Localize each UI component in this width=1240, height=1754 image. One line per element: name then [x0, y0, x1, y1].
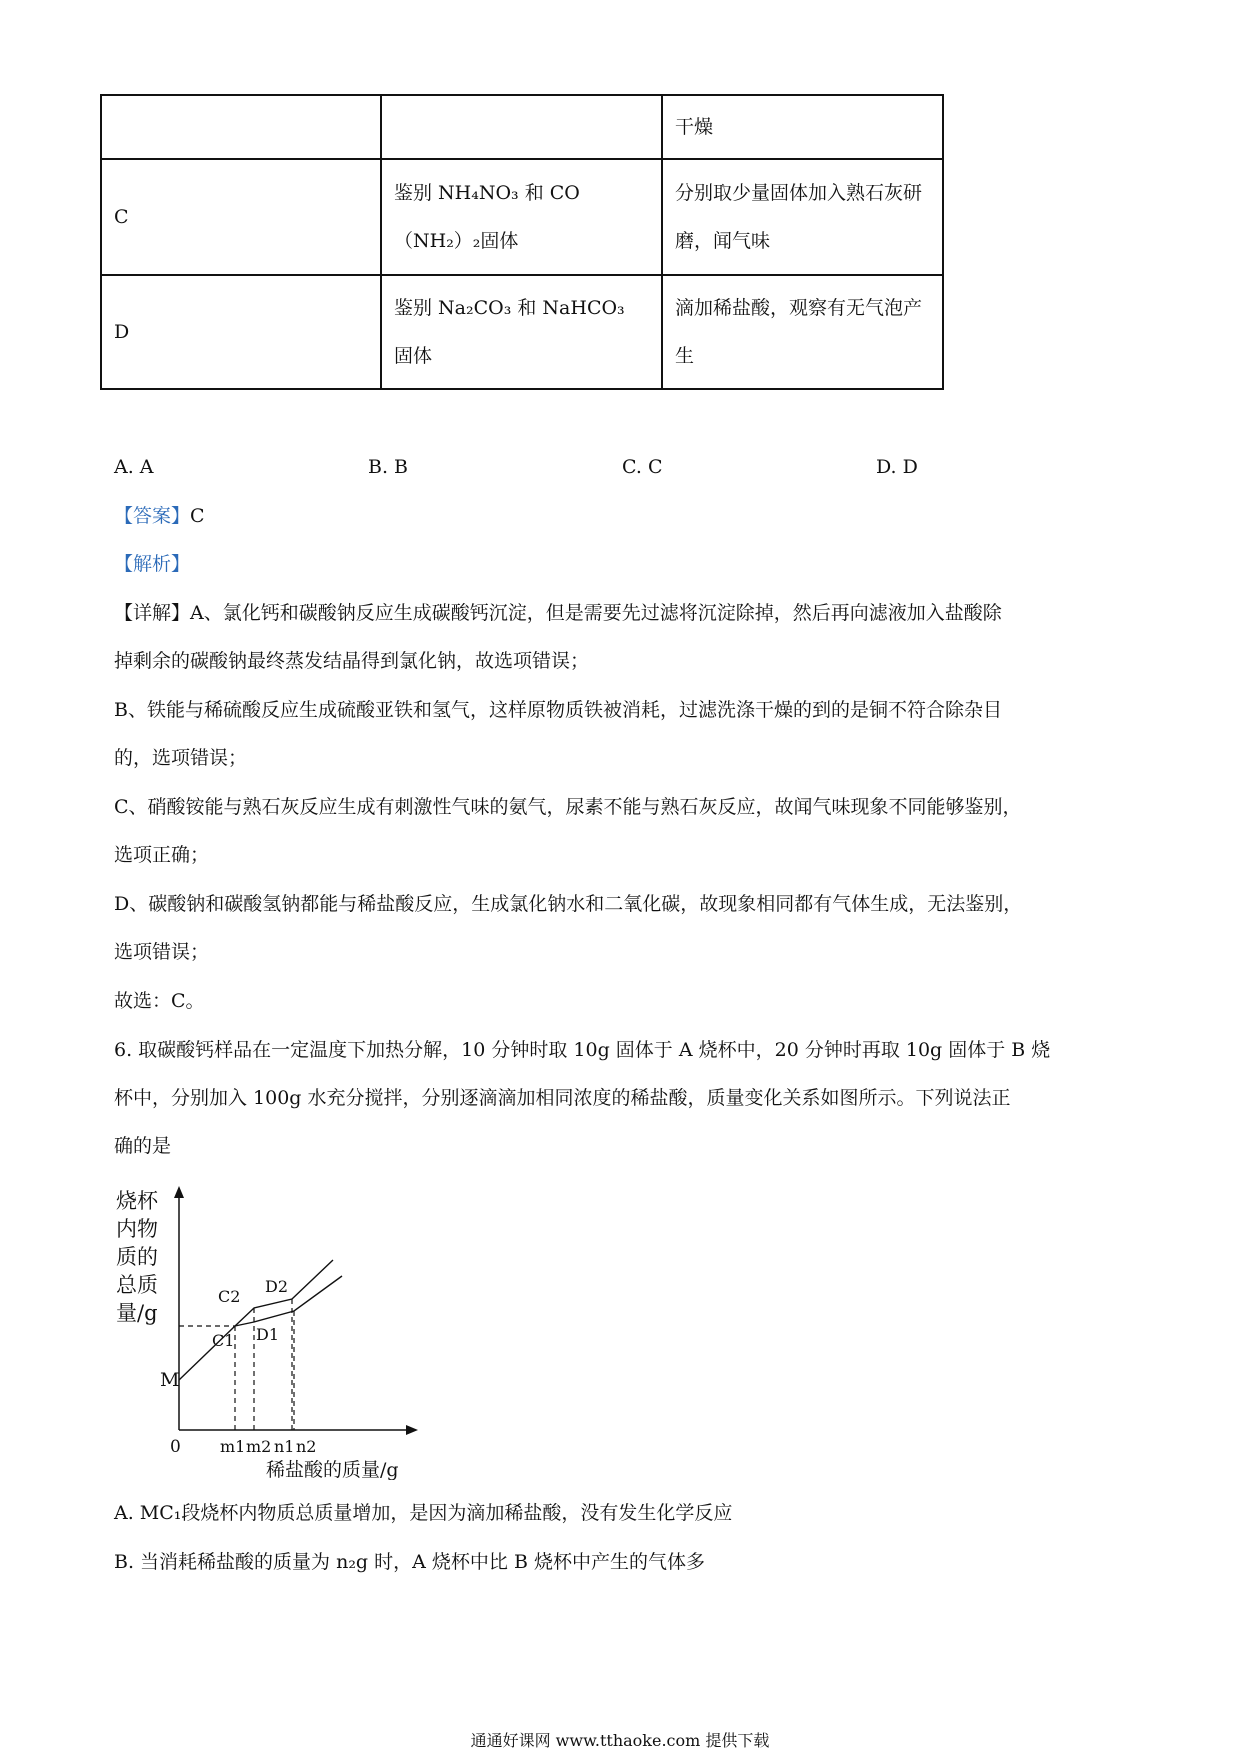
- detail-tag: 【详解】: [114, 602, 191, 624]
- answer-choices: [114, 456, 1014, 482]
- x-axis-arrow: [406, 1425, 418, 1435]
- tick-m2: m2: [246, 1437, 272, 1456]
- choice-b: B. B: [368, 456, 409, 478]
- point-c1-label: C1: [212, 1331, 235, 1350]
- purpose-d: 鉴别 Na₂CO₃ 和 NaHCO₃ 固体: [381, 275, 662, 389]
- footer-text: 通通好课网 www.tthaoke.com 提供下载: [470, 1731, 770, 1750]
- option-b: B. 当消耗稀盐酸的质量为 n₂g 时，A 烧杯中比 B 烧杯中产生的气体多: [114, 1551, 705, 1573]
- answer-line: [114, 503, 205, 529]
- answer-value: C: [190, 505, 205, 527]
- table-cell: [381, 95, 662, 159]
- tick-m1: m1: [220, 1437, 246, 1456]
- detail-line-8: 选项错误；: [114, 941, 210, 963]
- y-label-line: 质的: [116, 1245, 158, 1269]
- answer-tag: 【答案】: [114, 505, 191, 527]
- choice-a: A. A: [114, 456, 154, 478]
- detail-line-5: C、硝酸铵能与熟石灰反应生成有刺激性气味的氨气，尿素不能与熟石灰反应，故闻气味现象不同能够鉴别，: [114, 796, 1022, 818]
- y-axis-arrow: [174, 1186, 184, 1198]
- detail-line-1: [114, 600, 1002, 626]
- purpose-c: 鉴别 NH₄NO₃ 和 CO（NH₂）₂固体: [381, 159, 662, 275]
- question6-line-3: 确的是: [114, 1135, 172, 1157]
- tick-n1: n1: [274, 1437, 295, 1456]
- line-a: [235, 1276, 342, 1326]
- table-cell: [101, 95, 381, 159]
- row-label-d: D: [101, 275, 381, 389]
- detail-line-2: 掉剩余的碳酸钠最终蒸发结晶得到氯化钠，故选项错误；: [114, 650, 590, 672]
- tick-n2: n2: [296, 1437, 317, 1456]
- detail-text: A、氯化钙和碳酸钠反应生成碳酸钙沉淀，但是需要先过滤将沉淀除掉，然后再向滤液加入盐酸除: [190, 602, 1002, 624]
- point-c2-label: C2: [218, 1287, 241, 1306]
- analysis-tag: 【解析】: [114, 553, 191, 575]
- y-label-line: 总质: [116, 1273, 158, 1297]
- row-label-c: C: [101, 159, 381, 275]
- detail-line-7: D、碳酸钠和碳酸氢钠都能与稀盐酸反应，生成氯化钠水和二氧化碳，故现象相同都有气体生成，无法鉴别，: [114, 893, 1023, 915]
- y-label-line: 内物: [116, 1217, 158, 1241]
- method-d: 滴加稀盐酸，观察有无气泡产生: [662, 275, 943, 389]
- options-table: [100, 94, 944, 390]
- detail-line-6: 选项正确；: [114, 844, 210, 866]
- point-d1-label: D1: [256, 1325, 280, 1344]
- point-d2-label: D2: [265, 1277, 289, 1296]
- option-a: A. MC₁段烧杯内物质总质量增加，是因为滴加稀盐酸，没有发生化学反应: [114, 1502, 733, 1524]
- y-label-line: 量/g: [116, 1301, 158, 1325]
- table-cell: 干燥: [662, 95, 943, 159]
- method-c: 分别取少量固体加入熟石灰研磨，闻气味: [662, 159, 943, 275]
- point-m-label: M: [160, 1369, 180, 1391]
- question6-line-1: 6. 取碳酸钙样品在一定温度下加热分解，10 分钟时取 10g 固体于 A 烧杯中，20 分钟时再取 10g 固体于 B 烧: [114, 1039, 1051, 1061]
- detail-line-3: B、铁能与稀硫酸反应生成硫酸亚铁和氢气，这样原物质铁被消耗，过滤洗涤干燥的到的是铜不符合除杂目: [114, 699, 1002, 721]
- origin-label: 0: [170, 1437, 181, 1457]
- choice-d: D. D: [876, 456, 918, 478]
- mass-graph: [100, 1180, 440, 1480]
- detail-line-9: 故选：C。: [114, 990, 205, 1012]
- question6-line-2: 杯中，分别加入 100g 水充分搅拌，分别逐滴滴加相同浓度的稀盐酸，质量变化关系如图所示。下列说法正: [114, 1087, 1011, 1109]
- detail-line-4: 的，选项错误；: [114, 747, 248, 769]
- y-label-line: 烧杯: [116, 1189, 158, 1213]
- x-axis-label: 稀盐酸的质量/g: [266, 1459, 399, 1480]
- choice-c: C. C: [622, 456, 663, 478]
